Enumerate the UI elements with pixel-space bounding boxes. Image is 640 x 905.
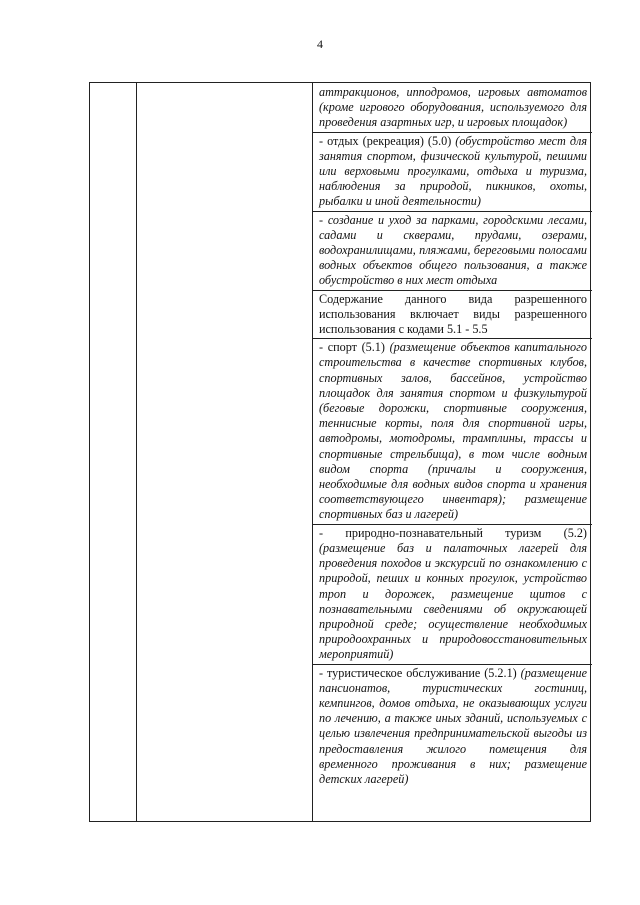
paragraph-2: - отдых (рекреация) (5.0) (обустройство мест для занятия спортом, физической культурой, пешими или верховыми прогулками, отдыха и туризма, наблюдения за природой, пикников, охоты, рыбалки и иной деятельности) [312,132,592,210]
document-table [89,82,591,822]
paragraph-3: - создание и уход за парками, городскими лесами, садами и скверами, прудами, озерами, водохранилищами, пляжами, береговыми полосами водных объектов общего пользования, а также обустройство в них мест отдыха [312,211,592,289]
paragraph-1: аттракционов, ипподромов, игровых автоматов (кроме игрового оборудования, используемого для проведения азартных игр, и игровых площадок) [319,85,587,130]
page-number: 4 [317,37,323,51]
paragraph-6: - природно-познавательный туризм (5.2) (размещение баз и палаточных лагерей для проведения походов и экскурсий по ознакомлению с природой, пеших и конных прогулок, устройство троп и дорожек, размещение щитов с познавательными сведениями об окружающей природной среде; осуществление необходимых природоохранных и природовосстановительных мероприятий) [312,524,592,663]
column-divider-1 [136,83,137,821]
paragraph-7: - туристическое обслуживание (5.2.1) (размещение пансионатов, туристических гостиниц, кемпингов, домов отдыха, не оказывающих услуги по лечению, а также иных зданий, используемых с целью извлечения предпринимательской выгоды из предоставления жилого помещения для временного проживания в них; размещение детских лагерей) [312,664,592,788]
paragraph-5: - спорт (5.1) (размещение объектов капитального строительства в качестве спортивных клубов, спортивных залов, бассейнов, устройство площадок для занятия спортом и физкультурой (беговые дорожки, спортивные сооружения, теннисные корты, поля для спортивной игры, автодромы, мотодромы, трамплины, трассы и спортивные стрельбища), в том числе водным видом спорта (причалы и сооружения, необходимые для водных видов спорта и хранения соответствующего инвентаря); размещение спортивных баз и лагерей) [312,338,592,522]
paragraph-4: Содержание данного вида разрешенного использования включает виды разрешенного использования с кодами 5.1 - 5.5 [312,290,592,338]
table-cell-description [319,85,587,788]
